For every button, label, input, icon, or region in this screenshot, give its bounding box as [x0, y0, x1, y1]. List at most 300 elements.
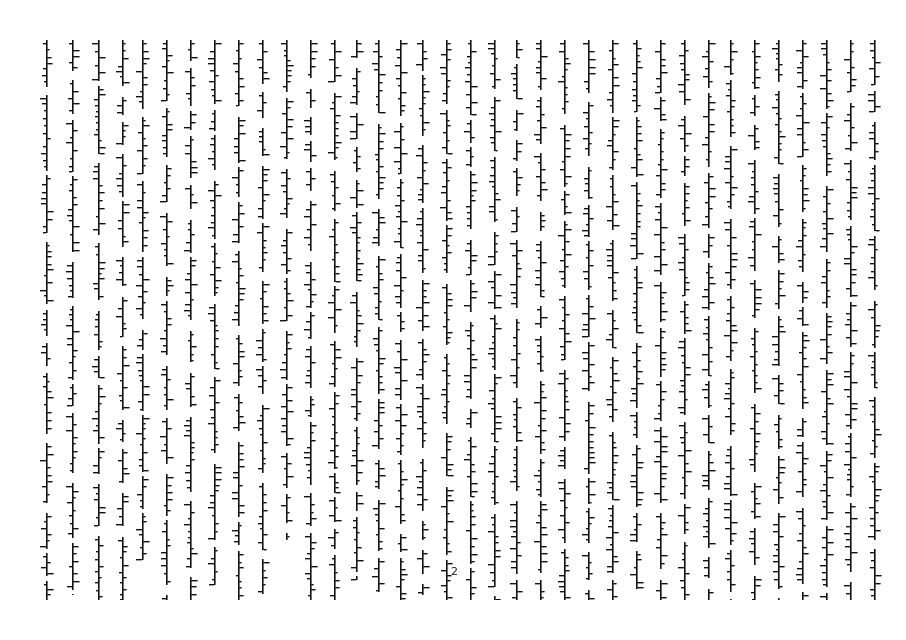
word-stem	[470, 409, 472, 428]
glyph-stroke	[804, 235, 807, 236]
word-stem	[540, 306, 542, 328]
word-stem	[400, 312, 402, 332]
word-stem	[422, 75, 424, 136]
glyph-stroke	[822, 572, 826, 573]
glyph-stroke	[168, 539, 170, 540]
glyph-stroke	[420, 189, 422, 190]
glyph-stroke	[662, 352, 667, 353]
glyph-stroke	[512, 597, 516, 598]
glyph-stroke	[192, 459, 195, 460]
glyph-stroke	[662, 183, 666, 184]
glyph-stroke	[124, 357, 127, 358]
glyph-stroke	[358, 503, 364, 504]
glyph-stroke	[756, 498, 758, 499]
glyph-stroke	[163, 153, 166, 154]
glyph-stroke	[308, 74, 310, 75]
glyph-stroke	[490, 160, 494, 161]
glyph-stroke	[566, 58, 569, 59]
glyph-stroke	[43, 226, 46, 227]
glyph-stroke	[828, 270, 831, 271]
glyph-stroke	[614, 282, 616, 283]
glyph-stroke	[756, 309, 760, 310]
glyph-stroke	[336, 445, 339, 446]
glyph-stroke	[804, 200, 810, 201]
word-stem	[166, 165, 168, 202]
glyph-stroke	[513, 84, 516, 85]
glyph-stroke	[419, 369, 422, 370]
glyph-stroke	[329, 383, 334, 384]
glyph-stroke	[216, 287, 219, 288]
word-stem	[238, 522, 240, 545]
script-glyphs	[700, 40, 718, 600]
glyph-stroke	[424, 433, 427, 434]
glyph-stroke	[584, 468, 588, 469]
glyph-stroke	[424, 296, 427, 297]
glyph-stroke	[868, 536, 874, 537]
glyph-stroke	[74, 370, 77, 371]
glyph-stroke	[638, 126, 642, 127]
glyph-stroke	[638, 55, 640, 56]
glyph-stroke	[702, 485, 708, 486]
glyph-stroke	[800, 108, 802, 109]
glyph-stroke	[590, 413, 594, 414]
glyph-stroke	[212, 207, 214, 208]
glyph-stroke	[161, 374, 166, 375]
text-column	[532, 40, 550, 600]
glyph-stroke	[336, 368, 338, 369]
glyph-stroke	[192, 194, 194, 195]
glyph-stroke	[380, 389, 385, 390]
word-stem	[422, 145, 424, 203]
glyph-stroke	[394, 147, 400, 148]
glyph-stroke	[822, 140, 826, 141]
glyph-stroke	[94, 99, 98, 100]
glyph-stroke	[681, 43, 684, 44]
glyph-stroke	[417, 218, 422, 219]
glyph-stroke	[655, 92, 660, 93]
glyph-stroke	[116, 428, 122, 429]
glyph-stroke	[264, 169, 270, 170]
glyph-stroke	[417, 43, 422, 44]
glyph-stroke	[168, 428, 172, 429]
glyph-stroke	[192, 139, 194, 140]
word-stem	[636, 551, 638, 589]
glyph-stroke	[536, 72, 540, 73]
glyph-stroke	[259, 267, 262, 268]
glyph-stroke	[144, 428, 146, 429]
glyph-stroke	[710, 196, 716, 197]
glyph-stroke	[606, 537, 612, 538]
glyph-stroke	[264, 458, 266, 459]
glyph-stroke	[518, 57, 520, 58]
glyph-stroke	[284, 281, 286, 282]
glyph-stroke	[288, 75, 292, 76]
glyph-stroke	[119, 481, 122, 482]
glyph-stroke	[144, 470, 149, 471]
glyph-stroke	[752, 370, 754, 371]
word-stem	[516, 40, 518, 58]
word-stem	[310, 312, 312, 339]
glyph-stroke	[638, 587, 644, 588]
glyph-stroke	[797, 374, 802, 375]
glyph-stroke	[48, 381, 50, 382]
glyph-stroke	[358, 382, 361, 383]
word-stem	[754, 328, 756, 393]
glyph-stroke	[852, 552, 858, 553]
glyph-stroke	[876, 489, 882, 490]
glyph-stroke	[566, 194, 570, 195]
glyph-stroke	[511, 567, 516, 568]
word-stem	[470, 171, 472, 229]
glyph-stroke	[632, 73, 636, 74]
glyph-stroke	[828, 346, 830, 347]
glyph-stroke	[100, 57, 106, 58]
glyph-stroke	[94, 371, 98, 372]
glyph-stroke	[420, 230, 422, 231]
glyph-stroke	[236, 338, 238, 339]
glyph-stroke	[492, 186, 494, 187]
glyph-stroke	[727, 111, 730, 112]
glyph-stroke	[872, 421, 874, 422]
glyph-stroke	[590, 517, 595, 518]
glyph-stroke	[582, 329, 588, 330]
glyph-stroke	[518, 190, 520, 191]
glyph-stroke	[380, 358, 386, 359]
glyph-stroke	[804, 402, 809, 403]
glyph-stroke	[535, 339, 540, 340]
glyph-stroke	[375, 486, 378, 487]
glyph-stroke	[211, 138, 214, 139]
glyph-stroke	[725, 528, 730, 529]
glyph-stroke	[448, 120, 450, 121]
glyph-stroke	[424, 470, 427, 471]
script-glyphs	[158, 40, 176, 600]
word-stem	[334, 171, 336, 211]
glyph-stroke	[380, 279, 384, 280]
glyph-stroke	[210, 144, 214, 145]
glyph-stroke	[210, 387, 214, 388]
glyph-stroke	[94, 499, 98, 500]
glyph-stroke	[144, 138, 146, 139]
glyph-stroke	[448, 59, 451, 60]
glyph-stroke	[192, 360, 194, 361]
glyph-stroke	[168, 111, 170, 112]
glyph-stroke	[66, 486, 72, 487]
glyph-stroke	[216, 490, 219, 491]
glyph-stroke	[852, 330, 858, 331]
glyph-stroke	[632, 352, 636, 353]
glyph-stroke	[871, 367, 874, 368]
glyph-stroke	[144, 386, 150, 387]
glyph-stroke	[542, 296, 545, 297]
glyph-stroke	[686, 573, 690, 574]
glyph-stroke	[614, 532, 619, 533]
glyph-stroke	[852, 343, 857, 344]
glyph-stroke	[402, 200, 405, 201]
glyph-stroke	[590, 143, 592, 144]
glyph-stroke	[852, 85, 856, 86]
glyph-stroke	[725, 182, 730, 183]
word-stem	[636, 513, 638, 542]
glyph-stroke	[845, 324, 850, 325]
glyph-stroke	[185, 383, 190, 384]
glyph-stroke	[590, 447, 594, 448]
glyph-stroke	[95, 539, 98, 540]
glyph-stroke	[566, 341, 572, 342]
script-glyphs	[652, 40, 670, 600]
glyph-stroke	[828, 326, 832, 327]
glyph-stroke	[828, 100, 834, 101]
glyph-stroke	[682, 213, 684, 214]
glyph-stroke	[162, 369, 166, 370]
glyph-stroke	[680, 138, 684, 139]
glyph-stroke	[402, 479, 408, 480]
glyph-stroke	[168, 94, 170, 95]
glyph-stroke	[732, 237, 737, 238]
glyph-stroke	[773, 555, 778, 556]
glyph-stroke	[590, 405, 595, 406]
glyph-stroke	[798, 518, 802, 519]
glyph-stroke	[116, 143, 122, 144]
glyph-stroke	[654, 418, 660, 419]
glyph-stroke	[472, 156, 474, 157]
text-column	[348, 40, 366, 600]
glyph-stroke	[560, 346, 564, 347]
glyph-stroke	[534, 156, 540, 157]
glyph-stroke	[823, 584, 826, 585]
glyph-stroke	[634, 319, 636, 320]
glyph-stroke	[124, 82, 130, 83]
glyph-stroke	[441, 73, 446, 74]
glyph-stroke	[488, 564, 494, 565]
glyph-stroke	[336, 482, 339, 483]
glyph-stroke	[376, 194, 378, 195]
glyph-stroke	[240, 86, 245, 87]
glyph-stroke	[638, 582, 644, 583]
glyph-stroke	[288, 342, 290, 343]
glyph-stroke	[281, 406, 286, 407]
glyph-stroke	[562, 285, 564, 286]
glyph-stroke	[776, 549, 778, 550]
word-stem	[754, 160, 756, 214]
glyph-stroke	[358, 242, 360, 243]
word-stem	[564, 479, 566, 543]
glyph-stroke	[732, 187, 738, 188]
word-stem	[778, 513, 780, 589]
glyph-stroke	[496, 476, 499, 477]
glyph-stroke	[402, 221, 408, 222]
glyph-stroke	[518, 432, 522, 433]
glyph-stroke	[710, 375, 712, 376]
glyph-stroke	[871, 560, 874, 561]
glyph-stroke	[852, 127, 855, 128]
glyph-stroke	[402, 593, 407, 594]
word-stem	[400, 460, 402, 524]
glyph-stroke	[124, 284, 127, 285]
text-column	[114, 40, 132, 600]
glyph-stroke	[610, 105, 612, 106]
glyph-stroke	[137, 494, 142, 495]
glyph-stroke	[74, 226, 80, 227]
glyph-stroke	[118, 66, 122, 67]
glyph-stroke	[48, 428, 52, 429]
glyph-stroke	[380, 363, 384, 364]
glyph-stroke	[240, 205, 243, 206]
glyph-stroke	[638, 133, 642, 134]
script-glyphs	[462, 40, 480, 600]
glyph-stroke	[656, 78, 660, 79]
glyph-stroke	[686, 249, 689, 250]
glyph-stroke	[48, 516, 52, 517]
glyph-stroke	[136, 362, 142, 363]
glyph-stroke	[420, 393, 422, 394]
glyph-stroke	[144, 158, 148, 159]
word-stem	[850, 582, 852, 600]
word-stem	[400, 179, 402, 248]
glyph-stroke	[211, 89, 214, 90]
glyph-stroke	[40, 546, 46, 547]
glyph-stroke	[658, 212, 660, 213]
glyph-stroke	[264, 584, 266, 585]
glyph-stroke	[847, 319, 850, 320]
glyph-stroke	[656, 547, 660, 548]
word-stem	[660, 427, 662, 503]
glyph-stroke	[120, 336, 122, 337]
glyph-stroke	[258, 591, 262, 592]
glyph-stroke	[823, 54, 826, 55]
glyph-stroke	[397, 257, 400, 258]
glyph-stroke	[634, 421, 636, 422]
glyph-stroke	[93, 283, 98, 284]
glyph-stroke	[118, 308, 122, 309]
glyph-stroke	[710, 266, 713, 267]
glyph-stroke	[288, 400, 293, 401]
glyph-stroke	[756, 421, 759, 422]
glyph-stroke	[240, 581, 242, 582]
glyph-stroke	[48, 264, 52, 265]
glyph-stroke	[732, 59, 734, 60]
glyph-stroke	[100, 140, 102, 141]
glyph-stroke	[144, 145, 148, 146]
word-stem	[540, 381, 542, 454]
glyph-stroke	[472, 359, 478, 360]
glyph-stroke	[380, 148, 384, 149]
glyph-stroke	[870, 216, 874, 217]
glyph-stroke	[358, 532, 360, 533]
glyph-stroke	[704, 575, 708, 576]
glyph-stroke	[465, 250, 470, 251]
glyph-stroke	[725, 156, 730, 157]
glyph-stroke	[566, 254, 572, 255]
glyph-stroke	[705, 68, 708, 69]
glyph-stroke	[288, 107, 291, 108]
word-stem	[334, 392, 336, 469]
glyph-stroke	[710, 61, 714, 62]
word-stem	[356, 40, 358, 58]
glyph-stroke	[732, 350, 734, 351]
glyph-stroke	[95, 559, 98, 560]
glyph-stroke	[402, 498, 404, 499]
glyph-stroke	[538, 515, 540, 516]
glyph-stroke	[590, 306, 594, 307]
glyph-stroke	[608, 508, 612, 509]
glyph-stroke	[372, 576, 378, 577]
glyph-stroke	[397, 195, 400, 196]
text-column	[794, 40, 812, 600]
glyph-stroke	[330, 174, 334, 175]
glyph-stroke	[100, 208, 105, 209]
word-stem	[730, 219, 732, 289]
glyph-stroke	[374, 568, 378, 569]
glyph-stroke	[259, 67, 262, 68]
glyph-stroke	[284, 208, 286, 209]
glyph-stroke	[537, 309, 540, 310]
glyph-stroke	[705, 202, 708, 203]
glyph-stroke	[380, 56, 383, 57]
glyph-stroke	[590, 502, 592, 503]
glyph-stroke	[402, 425, 407, 426]
glyph-stroke	[844, 258, 850, 259]
word-stem	[826, 593, 828, 600]
word-stem	[826, 113, 828, 176]
glyph-stroke	[119, 516, 122, 517]
glyph-stroke	[443, 537, 446, 538]
glyph-stroke	[773, 188, 778, 189]
glyph-stroke	[417, 494, 422, 495]
glyph-stroke	[424, 122, 430, 123]
glyph-stroke	[756, 388, 762, 389]
glyph-stroke	[780, 467, 786, 468]
glyph-stroke	[66, 325, 72, 326]
glyph-stroke	[634, 529, 636, 530]
glyph-stroke	[876, 76, 880, 77]
glyph-stroke	[43, 319, 46, 320]
glyph-stroke	[380, 528, 385, 529]
glyph-stroke	[354, 418, 356, 419]
glyph-stroke	[686, 207, 690, 208]
glyph-stroke	[216, 531, 218, 532]
glyph-stroke	[380, 376, 383, 377]
glyph-stroke	[424, 268, 426, 269]
glyph-stroke	[264, 154, 270, 155]
word-stem	[166, 213, 168, 266]
glyph-stroke	[614, 159, 616, 160]
glyph-stroke	[240, 402, 243, 403]
glyph-stroke	[264, 291, 267, 292]
glyph-stroke	[308, 595, 310, 596]
glyph-stroke	[703, 526, 708, 527]
glyph-stroke	[496, 235, 499, 236]
glyph-stroke	[136, 71, 142, 72]
glyph-stroke	[418, 320, 422, 321]
word-stem	[730, 40, 732, 75]
glyph-stroke	[724, 398, 730, 399]
glyph-stroke	[96, 314, 98, 315]
glyph-stroke	[614, 43, 619, 44]
glyph-stroke	[614, 214, 618, 215]
page-number: 2	[451, 565, 458, 578]
glyph-stroke	[773, 531, 778, 532]
glyph-stroke	[614, 474, 616, 475]
glyph-stroke	[845, 443, 850, 444]
glyph-stroke	[70, 184, 72, 185]
glyph-stroke	[876, 434, 882, 435]
glyph-stroke	[240, 512, 245, 513]
glyph-stroke	[398, 543, 400, 544]
glyph-stroke	[590, 132, 593, 133]
word-stem	[142, 476, 144, 509]
glyph-stroke	[336, 357, 342, 358]
